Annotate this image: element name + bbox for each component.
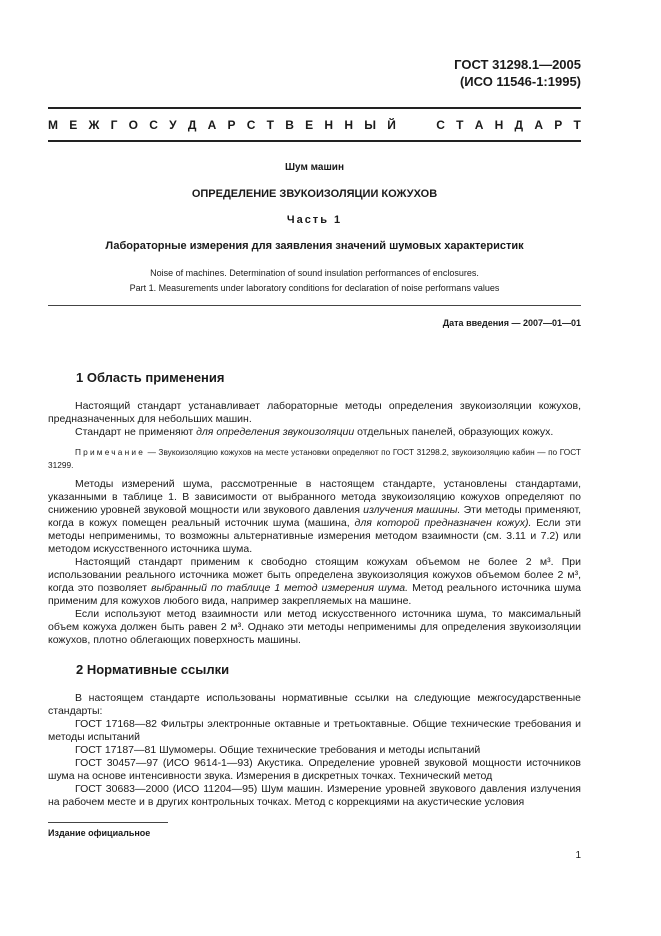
note bbox=[48, 446, 581, 472]
banner-letter: Р bbox=[227, 118, 236, 132]
banner-letter: Т bbox=[573, 118, 581, 132]
paragraph: В настоящем стандарте использованы нормативные ссылки на следующие межгосударственные стандарты: bbox=[48, 692, 581, 717]
banner-letter: Е bbox=[69, 118, 78, 132]
banner-letter: Т bbox=[266, 118, 275, 132]
banner-letter: Ж bbox=[88, 118, 100, 132]
english-title-line-2: Part 1. Measurements under laboratory conditions for declaration of noise performans values bbox=[129, 283, 500, 293]
banner-letter: М bbox=[48, 118, 58, 132]
reference-item: ГОСТ 30457—97 (ИСО 9614-1—93) Акустика. Определение уровней звуковой мощности источников шума на основе интенсивности звука. Измерения в дискретных точках. Технический метод bbox=[48, 757, 581, 782]
banner-letter: С bbox=[436, 118, 445, 132]
english-title bbox=[48, 266, 581, 296]
banner-letter: Й bbox=[387, 118, 396, 132]
section-1-heading: 1 Область применения bbox=[76, 370, 225, 385]
part-title: Лабораторные измерения для заявления значений шумовых характеристик bbox=[105, 240, 524, 252]
note-label: Примечание bbox=[75, 447, 146, 457]
document-subject: Шум машин bbox=[284, 162, 344, 173]
banner-letter: С bbox=[149, 118, 158, 132]
banner-letter: Д bbox=[187, 118, 197, 132]
section-2-heading: 2 Нормативные ссылки bbox=[76, 662, 230, 677]
introduction-date: Дата введения — 2007—01—01 bbox=[442, 318, 581, 328]
banner-letter: Н bbox=[324, 118, 334, 132]
section-1-body-continued bbox=[48, 478, 581, 647]
paragraph: Настоящий стандарт устанавливает лабораторные методы определения звукоизоляции кожухов, предназначенных для небольших машин. bbox=[48, 400, 581, 425]
banner-letter: Н bbox=[344, 118, 353, 132]
top-rule bbox=[48, 107, 581, 109]
standard-number: ГОСТ 31298.1—2005 bbox=[454, 57, 581, 72]
section-1-body bbox=[48, 400, 581, 439]
banner-letter: Р bbox=[554, 118, 563, 132]
document-title: ОПРЕДЕЛЕНИЕ ЗВУКОИЗОЛЯЦИИ КОЖУХОВ bbox=[191, 188, 438, 200]
banner-letter: А bbox=[207, 118, 217, 132]
banner-letter: А bbox=[474, 118, 484, 132]
banner-letter: Н bbox=[494, 118, 504, 132]
section-2-body bbox=[48, 692, 581, 809]
banner-letter bbox=[407, 118, 410, 132]
banner-letter: Г bbox=[110, 118, 118, 132]
banner-letter: О bbox=[128, 118, 138, 132]
standard-type-banner bbox=[48, 118, 581, 132]
standard-identifier bbox=[454, 56, 581, 90]
footer-rule bbox=[48, 822, 168, 823]
banner-letter: С bbox=[246, 118, 256, 132]
banner-letter: Т bbox=[456, 118, 464, 132]
english-title-line-1: Noise of machines. Determination of sound insulation performances of enclosures. bbox=[150, 268, 479, 278]
page-number: 1 bbox=[575, 850, 581, 861]
banner-letter bbox=[422, 118, 425, 132]
paragraph: Методы измерений шума, рассмотренные в настоящем стандарте, установлены стандартами, указанными в таблице 1. В зависимости от выбранного метода звукоизоляцию кожухов определяют по снижению уровней звуковой мощности или звукового давления излучения машины. Эти методы применяют, когда в кожух помещен реальный источник шума (машина, для которой предназначен кожух). Если эти методы неприменимы, то возможны альтернативные измерения методом взаимности (см. 3.11 и 7.2) или методом искусственного источника шума. bbox=[48, 478, 582, 555]
iso-reference: (ИСО 11546-1:1995) bbox=[459, 74, 581, 89]
paragraph: Стандарт не применяют для определения звукоизоляции отдельных панелей, образующих кожух. bbox=[75, 426, 554, 438]
banner-letter: В bbox=[285, 118, 294, 132]
banner-bottom-rule bbox=[48, 140, 581, 142]
banner-letter: Е bbox=[305, 118, 314, 132]
paragraph: Если используют метод взаимности или метод искусственного источника шума, то максимальный объем кожуха должен быть равен 2 м³. Однако эти методы неприменимы для определения звукоизоляции кожухов, плотно облегающих поверхность машины. bbox=[48, 608, 581, 646]
banner-letter: Д bbox=[514, 118, 524, 132]
reference-item: ГОСТ 17187—81 Шумомеры. Общие технические требования и методы испытаний bbox=[75, 744, 481, 756]
banner-letter: Ы bbox=[364, 118, 376, 132]
part-number: Часть 1 bbox=[286, 214, 343, 226]
edition-label: Издание официальное bbox=[48, 828, 151, 838]
title-rule bbox=[48, 305, 581, 306]
note-text: — Звукоизоляцию кожухов на месте установки определяют по ГОСТ 31298.2, звукоизоляцию кабин — по ГОСТ 31299. bbox=[48, 447, 581, 470]
reference-item: ГОСТ 17168—82 Фильтры электронные октавные и третьоктавные. Общие технические требования и методы испытаний bbox=[48, 718, 581, 743]
reference-item: ГОСТ 30683—2000 (ИСО 11204—95) Шум машин. Измерение уровней звукового давления излучения на рабочем месте и в других контрольных точках. Метод с коррекциями на акустические условия bbox=[48, 783, 581, 808]
banner-letter: А bbox=[534, 118, 543, 132]
paragraph: Настоящий стандарт применим к свободно стоящим кожухам объемом не более 2 м³. При использовании реального источника может быть определена звукоизоляция кожухов объемом более 2 м³, когда это позволяет выбранный по таблице 1 метод измерения шума. Метод реального источника шума применим для кожухов любого вида, например закрепляемых на машине. bbox=[48, 556, 581, 607]
banner-letter: У bbox=[169, 118, 177, 132]
